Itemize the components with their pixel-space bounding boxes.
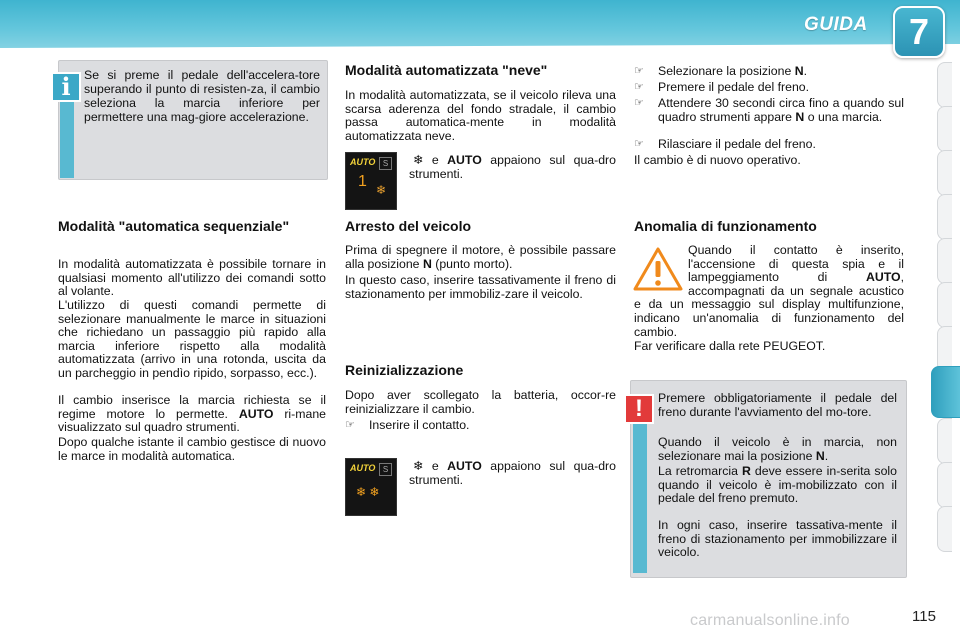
watermark: carmanualsonline.info [690, 612, 850, 629]
chapter-tab[interactable] [937, 106, 952, 152]
sport-indicator: S [379, 463, 392, 476]
chapter-number: 7 [893, 6, 945, 58]
chapter-tab[interactable] [937, 62, 952, 108]
auto-indicator: AUTO [350, 157, 376, 167]
paragraph: L'utilizzo di questi comandi permette di selezionare manualmente le marce in situazioni che richiedano un passaggio più rapido alla marcia inferiore rispetto alla modalità automatizzata (arrivo in una rotonda, uscita da un parcheggio in pendìo ripido, sorpasso, ecc.). [58, 298, 326, 380]
paragraph: Il cambio inserisce la marcia richiesta se il regime motore lo permette. AUTO ri-mane visualizzato sul quadro strumenti. [58, 393, 326, 435]
paragraph: Dopo qualche istante il cambio gestisce di nuovo le marce in modalità automatica. [58, 435, 326, 463]
chapter-tab[interactable] [937, 238, 952, 284]
chapter-tabs [930, 62, 960, 582]
warning-text: La retromarcia R deve essere in-serita solo quando il veicolo è im-mobilizzato con il pedale del freno premuto. [658, 464, 897, 506]
heading-reinizializzazione: Reinizializzazione [345, 362, 464, 378]
chapter-tab[interactable] [937, 506, 952, 552]
page-number: 115 [912, 608, 936, 625]
display-caption: ❄ e AUTO appaiono sul qua-dro strumenti. [409, 153, 616, 181]
snow-icon: ❄ ❄ [356, 485, 380, 499]
chapter-tab[interactable] [937, 150, 952, 196]
paragraph: In modalità automatizzata, se il veicolo rileva una scarsa aderenza del fondo stradale, il cambio passa automatica-mente in modalità automatizzata neve. [345, 88, 616, 143]
snow-icon: ❄ [376, 183, 387, 197]
heading-arresto: Arresto del veicolo [345, 218, 472, 234]
info-icon: i [51, 72, 81, 102]
paragraph: Il cambio è di nuovo operativo. [634, 153, 801, 167]
sport-indicator: S [379, 157, 392, 170]
snow-icon: ❄ [413, 153, 424, 167]
paragraph: Prima di spegnere il motore, è possibile passare alla posizione N (punto morto). [345, 243, 616, 271]
hand-pointer-icon: ☞ [634, 81, 644, 93]
auto-indicator: AUTO [350, 463, 376, 473]
heading-anomalia: Anomalia di funzionamento [634, 218, 817, 234]
gear-indicator: 1 [358, 173, 367, 190]
dashboard-display [345, 458, 397, 516]
chapter-tab[interactable] [937, 418, 952, 464]
snow-icon: ❄ [413, 459, 424, 473]
warning-text: In ogni caso, inserire tassativa-mente il freno di stazionamento per immobilizzare il veicolo. [658, 518, 897, 560]
warning-bar [633, 405, 647, 573]
display-caption: ❄ e AUTO appaiono sul qua-dro strumenti. [409, 459, 616, 487]
hand-pointer-icon: ☞ [345, 419, 355, 431]
chapter-tab[interactable] [937, 194, 952, 240]
hand-pointer-icon: ☞ [634, 97, 644, 109]
chapter-tab-active[interactable] [931, 366, 960, 418]
paragraph: Quando il contatto è inserito, l'accensione di questa spia e il lampeggiamento di AUTO, accompagnati da un segnale acustico e da un messaggio sul display multifunzione, indicano un'anomalia di funzionamento del cambio. [634, 243, 904, 339]
info-text: Se si preme il pedale dell'accelera-tore superando il punto di resisten-za, il cambio seleziona la marcia inferiore per permettere una mag-giore accelerazione. [84, 68, 320, 124]
hand-pointer-icon: ☞ [634, 65, 644, 77]
dashboard-display [345, 152, 397, 210]
hand-pointer-icon: ☞ [634, 138, 644, 150]
paragraph: In questo caso, inserire tassativamente il freno di stazionamento per immobiliz-zare il veicolo. [345, 273, 616, 301]
heading-neve: Modalità automatizzata "neve" [345, 62, 548, 78]
warning-text: Premere obbligatoriamente il pedale del freno durante l'avviamento del mo-tore. [658, 391, 897, 419]
chapter-tab[interactable] [937, 282, 952, 328]
paragraph: Dopo aver scollegato la batteria, occor-re reinizializzare il cambio. [345, 388, 616, 416]
warning-icon: ! [624, 394, 654, 424]
section-title: GUIDA [804, 14, 868, 35]
paragraph: In modalità automatizzata è possibile tornare in qualsiasi momento all'utilizzo dei comandi sotto al volante. [58, 257, 326, 299]
heading-sequenziale: Modalità "automatica sequenziale" [58, 218, 290, 234]
paragraph: Far verificare dalla rete PEUGEOT. [634, 339, 826, 353]
chapter-tab[interactable] [937, 462, 952, 508]
warning-text: Quando il veicolo è in marcia, non selezionare mai la posizione N. [658, 435, 897, 463]
